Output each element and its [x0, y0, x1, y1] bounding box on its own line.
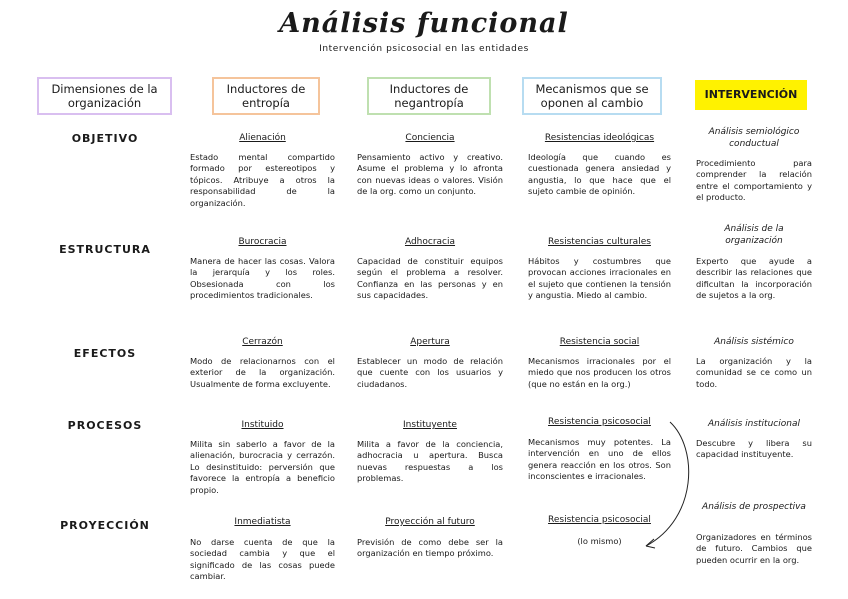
efectos-intervencion-body: La organización y la comunidad se ce como un todo. [696, 356, 812, 389]
efectos-intervencion-title: Análisis sistémico [714, 337, 794, 347]
procesos-mecanismo-body: Mecanismos muy potentes. La intervención en uno de ellos genera reacción en los otros. Son inconscientes e irracionales. [528, 437, 671, 482]
objetivo-mecanismo-body: Ideología que cuando es cuestionada genera ansiedad y angustia, lo que hace que el sujeto cambie de opinión. [528, 152, 671, 197]
estructura-negantropia-title: Adhocracia [404, 237, 456, 247]
efectos-mecanismo-title: Resistencia social [559, 337, 640, 347]
objetivo-negantropia-body: Pensamiento activo y creativo. Asume el problema y lo afronta con nuevas ideas o valores. Visión de la org. como un conjunto. [357, 152, 503, 197]
proyeccion-entropia-body: No darse cuenta de que la sociedad cambia y que el significado de las cosas puede cambiar. [190, 537, 335, 582]
objetivo-entropia-body: Estado mental compartido formado por estereotipos y tópicos. Atribuye a otros la responsabilidad de la organización. [190, 152, 335, 208]
header-negantropia: Inductores de negantropía [367, 77, 491, 115]
efectos-negantropia-title: Apertura [410, 337, 450, 347]
procesos-intervencion-title: Análisis institucional [708, 419, 800, 429]
header-mecanismos: Mecanismos que se oponen al cambio [522, 77, 662, 115]
objetivo-entropia-title: Alienación [239, 133, 286, 143]
row-label-procesos: PROCESOS [67, 419, 143, 432]
estructura-intervencion-body: Experto que ayude a describir las relaciones que dificultan la incorporación de sujetos a la org. [696, 256, 812, 301]
procesos-intervencion-body: Descubre y libera su capacidad instituyente. [696, 438, 812, 460]
proyeccion-mecanismo-title: Resistencia psicosocial [548, 515, 651, 525]
row-label-efectos: EFECTOS [73, 347, 137, 360]
estructura-entropia-body: Manera de hacer las cosas. Valora la jerarquía y los roles. Obsesionada con los procedimientos tradicionales. [190, 256, 335, 301]
row-label-objetivo: OBJETIVO [71, 132, 139, 145]
proyeccion-entropia-title: Inmediatista [234, 517, 291, 527]
proyeccion-negantropia-title: Proyección al futuro [385, 517, 475, 527]
procesos-entropia-body: Milita sin saberlo a favor de la alienación, burocracia y cerrazón. Lo desinstituido: perversión que favorece la entropía a beneficio propio. [190, 439, 335, 495]
estructura-entropia-title: Burocracia [238, 237, 287, 247]
procesos-negantropia-body: Milita a favor de la conciencia, adhocracia u apertura. Busca nuevas respuestas a los problemas. [357, 439, 503, 484]
curved-arrow-icon [620, 418, 700, 558]
page-title: Análisis funcional [279, 8, 569, 39]
objetivo-negantropia-title: Conciencia [405, 133, 455, 143]
estructura-mecanismo-body: Hábitos y costumbres que provocan acciones irracionales en el sujeto que contienen la tensión y angustia. Miedo al cambio. [528, 256, 671, 301]
procesos-mecanismo-title: Resistencia psicosocial [548, 417, 651, 427]
estructura-intervencion-title: Análisis de la organización [724, 224, 784, 247]
efectos-entropia-body: Modo de relacionarnos con el exterior de la organización. Usualmente de forma excluyente. [190, 356, 335, 389]
page-subtitle: Intervención psicosocial en las entidades [319, 44, 529, 54]
row-label-estructura: ESTRUCTURA [59, 243, 151, 256]
proyeccion-mecanismo-body: (lo mismo) [577, 536, 622, 546]
objetivo-mecanismo-title: Resistencias ideológicas [544, 133, 655, 143]
estructura-negantropia-body: Capacidad de constituir equipos según el problema a resolver. Confianza en las personas y en sus capacidades. [357, 256, 503, 301]
procesos-negantropia-title: Instituyente [403, 420, 457, 430]
proyeccion-intervencion-body: Organizadores en términos de futuro. Cambios que pueden ocurrir en la org. [696, 532, 812, 565]
header-dimensiones: Dimensiones de la organización [37, 77, 172, 115]
objetivo-intervencion-title: Análisis semiológico conductual [708, 127, 800, 150]
proyeccion-negantropia-body: Previsión de como debe ser la organización en tiempo próximo. [357, 537, 503, 559]
objetivo-intervencion-body: Procedimiento para comprender la relación entre el comportamiento y el producto. [696, 158, 812, 203]
proyeccion-intervencion-title: Análisis de prospectiva [702, 502, 806, 512]
procesos-entropia-title: Instituido [241, 420, 284, 430]
header-intervencion: INTERVENCIÓN [695, 80, 807, 110]
efectos-entropia-title: Cerrazón [242, 337, 283, 347]
efectos-mecanismo-body: Mecanismos irracionales por el miedo que nos producen los otros (que no están en la org.) [528, 356, 671, 389]
row-label-proyeccion: PROYECCIÓN [60, 519, 150, 532]
estructura-mecanismo-title: Resistencias culturales [548, 237, 651, 247]
efectos-negantropia-body: Establecer un modo de relación que cuente con los usuarios y ciudadanos. [357, 356, 503, 389]
header-entropia: Inductores de entropía [212, 77, 320, 115]
